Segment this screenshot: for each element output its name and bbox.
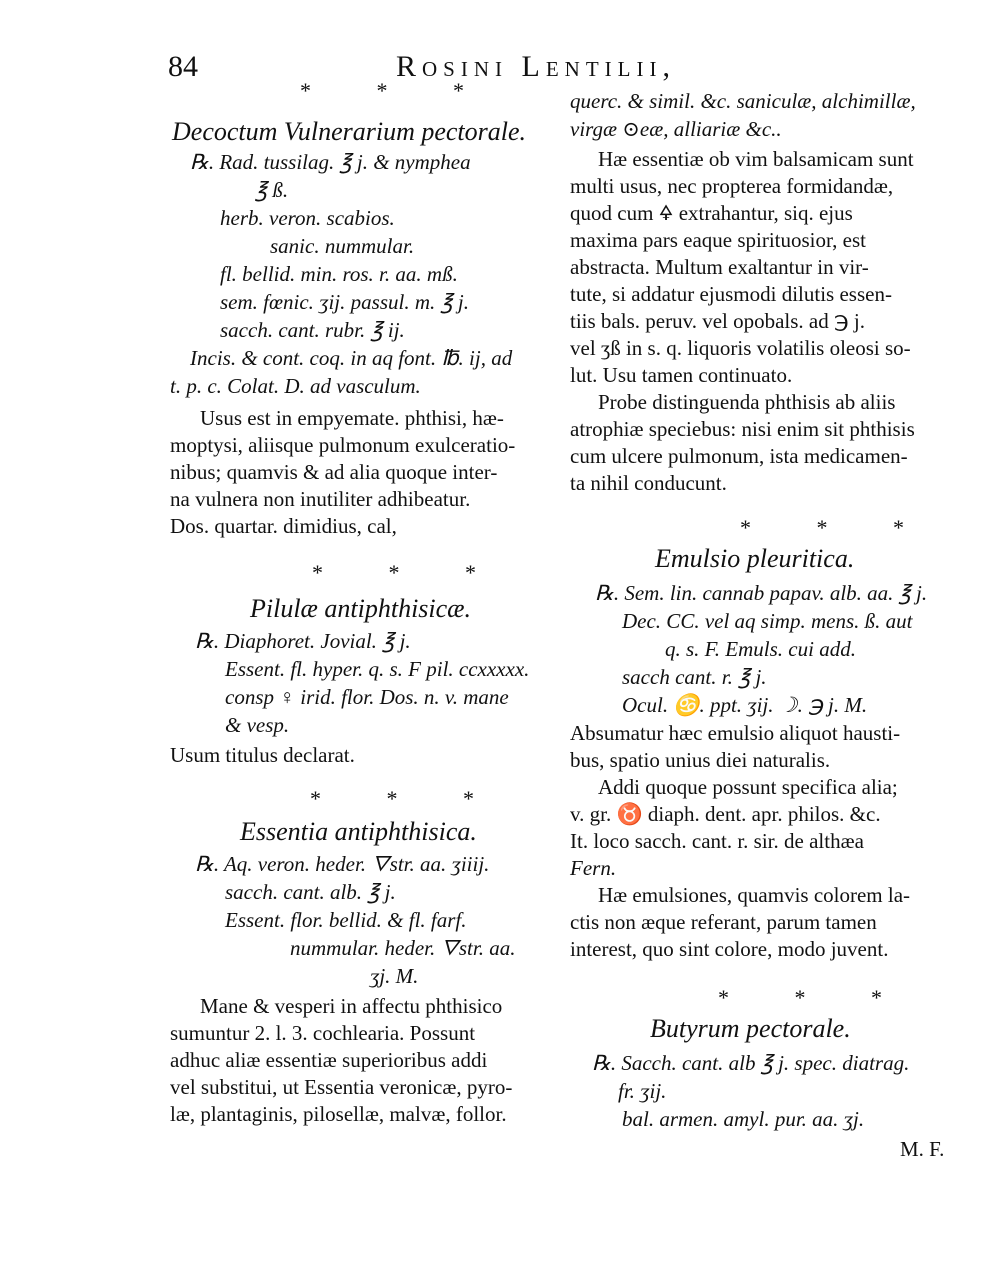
section-title-butyrum: Butyrum pectorale.: [650, 1014, 851, 1043]
usus-line: Dos. quartar. dimidius, cal,: [170, 514, 397, 538]
recipe-line: ℞. Sem. lin. cannab papav. alb. aa. ℥ j.: [595, 581, 928, 605]
section-separator: * * *: [310, 786, 504, 811]
recipe-line: nummular. heder. 🜄str. aa.: [290, 936, 516, 960]
recipe-line: Dec. CC. vel aq simp. mens. ß. aut: [622, 609, 913, 633]
usus-line: Addi quoque possunt specifica alia;: [598, 775, 898, 799]
text-line: Probe distinguenda phthisis ab aliis: [598, 390, 896, 414]
section-title-essentia: Essentia antiphthisica.: [240, 817, 477, 846]
section-separator: * * *: [740, 515, 934, 540]
section-title-decoctum: Decoctum Vulnerarium pectorale.: [172, 117, 527, 146]
page-header: [168, 50, 948, 90]
text-line: lut. Usu tamen continuato.: [570, 363, 793, 387]
text-line: quod cum 🜍 extrahantur, siq. ejus: [570, 201, 853, 225]
usus-line: Mane & vesperi in affectu phthisico: [200, 994, 503, 1018]
recipe-line: ℥ ß.: [255, 178, 289, 202]
text-line: vel ʒß in s. q. liquoris volatilis oleosi so-: [570, 336, 911, 360]
text-line: tiis bals. peruv. vel opobals. ad ℈ j.: [570, 309, 866, 333]
text-line: atrophiæ speciebus: nisi enim sit phthisis: [570, 417, 915, 441]
recipe-line: sanic. nummular.: [270, 234, 415, 258]
page-number: 84: [168, 50, 198, 83]
text-line: abstracta. Multum exaltantur in vir-: [570, 255, 869, 279]
recipe-line: ℞. Sacch. cant. alb ℥ j. spec. diatrag.: [592, 1051, 910, 1075]
recipe-line: sem. fœnic. ʒij. passul. m. ℥ j.: [220, 290, 469, 314]
text-line: ta nihil conducunt.: [570, 471, 727, 495]
text-line: tute, si addatur ejusmodi dilutis essen-: [570, 282, 892, 306]
recipe-line: Essent. fl. hyper. q. s. F pil. ccxxxxx.: [225, 657, 530, 681]
usus-line: Usus est in empyemate. phthisi, hæ-: [200, 406, 504, 430]
continued-line: querc. & simil. &c. saniculæ, alchimillæ,: [570, 89, 916, 113]
text-line: cum ulcere pulmonum, ista medicamen-: [570, 444, 908, 468]
section-title-pilulae: Pilulæ antiphthisicæ.: [250, 594, 472, 623]
usus-line: læ, plantaginis, pilosellæ, malvæ, follor.: [170, 1102, 507, 1126]
recipe-line: ℞. Diaphoret. Jovial. ℥ j.: [195, 629, 411, 653]
usus-line: adhuc aliæ essentiæ superioribus addi: [170, 1048, 488, 1072]
usus-line: Fern.: [570, 856, 617, 880]
recipe-line: sacch cant. r. ℥ j.: [622, 665, 767, 689]
text-line: Hæ essentiæ ob vim balsamicam sunt: [598, 147, 914, 171]
usus-line: Absumatur hæc emulsio aliquot hausti-: [570, 721, 901, 745]
recipe-line: M. F.: [900, 1137, 945, 1161]
recipe-line: & vesp.: [225, 713, 290, 737]
usus-line: na vulnera non inutiliter adhibeatur.: [170, 487, 471, 511]
recipe-line: sacch. cant. alb. ℥ j.: [225, 880, 396, 904]
recipe-line: Ocul. ♋. ppt. ʒij. ☽. ℈ j. M.: [622, 693, 868, 717]
usus-line: Hæ emulsiones, quamvis colorem la-: [598, 883, 911, 907]
usus-line: ctis non æque referant, parum tamen: [570, 910, 877, 934]
recipe-line: ℞. Rad. tussilag. ℥ j. & nymphea: [190, 150, 471, 174]
usus-line: vel substitui, ut Essentia veronicæ, pyro-: [170, 1075, 513, 1099]
recipe-line: fl. bellid. min. ros. r. aa. mß.: [220, 262, 458, 286]
recipe-line: fr. ʒij.: [618, 1079, 667, 1103]
section-separator: * * *: [718, 985, 912, 1010]
section-title-emulsio: Emulsio pleuritica.: [655, 544, 855, 573]
usus-line: sumuntur 2. l. 3. cochlearia. Possunt: [170, 1021, 476, 1045]
usus-line: Usum titulus declarat.: [170, 743, 355, 767]
recipe-line: ℞. Aq. veron. heder. 🜄str. aa. ʒiiij.: [195, 852, 490, 876]
recipe-line: sacch. cant. rubr. ℥ ij.: [220, 318, 405, 342]
continued-line: virgæ ⊙eæ, alliariæ &c..: [570, 117, 782, 141]
section-separator: * * *: [312, 560, 506, 585]
text-line: maxima pars eaque spirituosior, est: [570, 228, 866, 252]
usus-line: v. gr. ♉ diaph. dent. apr. philos. &c.: [570, 802, 881, 826]
recipe-line: herb. veron. scabios.: [220, 206, 395, 230]
recipe-line: Essent. flor. bellid. & fl. farf.: [225, 908, 467, 932]
usus-line: moptysi, aliisque pulmonum exulceratio-: [170, 433, 516, 457]
usus-line: bus, spatio unius diei naturalis.: [570, 748, 831, 772]
running-title: Rosini Lentilii,: [396, 50, 676, 83]
usus-line: interest, quo sint colore, modo juvent.: [570, 937, 889, 961]
text-line: multi usus, nec propterea formidandæ,: [570, 174, 894, 198]
recipe-line: q. s. F. Emuls. cui add.: [665, 637, 856, 661]
recipe-line: consp ♀ irid. flor. Dos. n. v. mane: [225, 685, 509, 709]
section-separator: * * *: [300, 78, 494, 103]
usus-line: nibus; quamvis & ad alia quoque inter-: [170, 460, 498, 484]
recipe-line: bal. armen. amyl. pur. aa. ʒj.: [622, 1107, 865, 1131]
recipe-line: Incis. & cont. coq. in aq font. ℔. ij, ad: [190, 346, 513, 370]
recipe-line: t. p. c. Colat. D. ad vasculum.: [170, 374, 421, 398]
recipe-line: ʒj. M.: [370, 964, 419, 988]
usus-line: It. loco sacch. cant. r. sir. de althæa: [570, 829, 864, 853]
